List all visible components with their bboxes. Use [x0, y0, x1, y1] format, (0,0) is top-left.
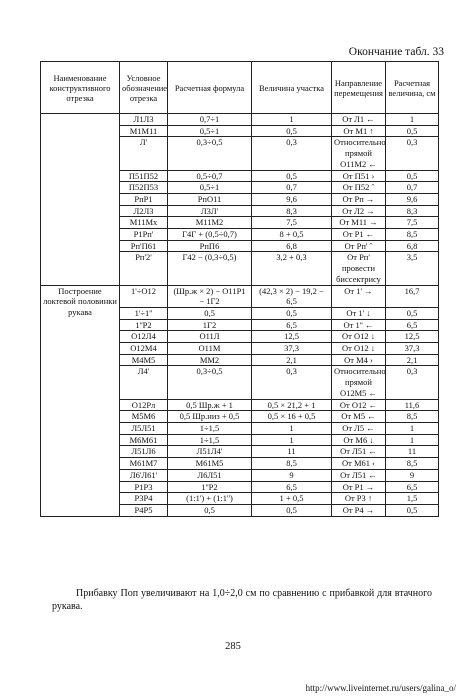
cell-formula: 0,5÷1 — [168, 125, 252, 137]
cell-result: 7,5 — [386, 217, 439, 229]
section-name — [41, 114, 120, 286]
cell-formula: Л51Л4' — [168, 446, 252, 458]
cell-result: 1 — [386, 114, 439, 126]
header-symbol: Условное обозначение отрезка — [120, 62, 168, 114]
cell-value: 1 — [252, 434, 332, 446]
cell-direction: От М11 → — [332, 217, 386, 229]
cell-formula: 1''Р2 — [168, 481, 252, 493]
cell-formula: (1:1') + (1:1'') — [168, 493, 252, 505]
cell-result: 9,6 — [386, 193, 439, 205]
cell-direction: От Р4 → — [332, 504, 386, 516]
cell-symbol: М5М6 — [120, 411, 168, 423]
header-direction: Направление перемещения — [332, 62, 386, 114]
cell-value: 8 + 0,5 — [252, 229, 332, 241]
cell-result: 8,3 — [386, 205, 439, 217]
cell-value: (42,3 × 2) − 19,2 − 6,5 — [252, 285, 332, 307]
cell-value: 0,3 — [252, 137, 332, 170]
cell-direction: От 1'' ← — [332, 319, 386, 331]
cell-formula: РпП6 — [168, 240, 252, 252]
header-value: Величина участка — [252, 62, 332, 114]
cell-value: 0,5 — [252, 125, 332, 137]
cell-result: 2,1 — [386, 354, 439, 366]
cell-formula: 0,5 Шр.низ + 0,5 — [168, 411, 252, 423]
cell-value: 1 — [252, 422, 332, 434]
cell-symbol: 1'÷1'' — [120, 307, 168, 319]
cell-value: 12,5 — [252, 331, 332, 343]
cell-formula: 1Г2 — [168, 319, 252, 331]
source-url: http://www.liveinternet.ru/users/galina_o/ — [305, 683, 456, 693]
cell-direction: От Р1 ← — [332, 229, 386, 241]
cell-result: 8,5 — [386, 411, 439, 423]
cell-direction: От М4 › — [332, 354, 386, 366]
cell-symbol: Л' — [120, 137, 168, 170]
cell-symbol: О12Рл — [120, 399, 168, 411]
cell-formula: 0,5÷1 — [168, 182, 252, 194]
cell-direction: От Л51 ← — [332, 469, 386, 481]
header-segment-name: Наименование конструктивного отрезка — [41, 62, 120, 114]
cell-value: 1 + 0,5 — [252, 493, 332, 505]
cell-result: 6,5 — [386, 319, 439, 331]
cell-symbol: Л6'Л61' — [120, 469, 168, 481]
cell-symbol: М6М61 — [120, 434, 168, 446]
cell-direction: От 1' ↓ — [332, 307, 386, 319]
cell-direction: От О12 ↓ — [332, 331, 386, 343]
cell-result: 37,3 — [386, 343, 439, 355]
cell-direction: От Л51 ← — [332, 446, 386, 458]
cell-formula: 0,5 Шр.ж + 1 — [168, 399, 252, 411]
cell-value: 0,5 × 16 + 0,5 — [252, 411, 332, 423]
cell-direction: От Рп' ˆ — [332, 240, 386, 252]
cell-result: 0,7 — [386, 182, 439, 194]
header-row — [41, 62, 439, 114]
cell-symbol: М1М11 — [120, 125, 168, 137]
cell-value: 11 — [252, 446, 332, 458]
cell-symbol: РпР1 — [120, 193, 168, 205]
cell-direction: От Л1 ← — [332, 114, 386, 126]
cell-result: 6,5 — [386, 481, 439, 493]
cell-value: 9,6 — [252, 193, 332, 205]
cell-result: 12,5 — [386, 331, 439, 343]
cell-direction: От Рп' провести биссектрису — [332, 252, 386, 285]
cell-symbol: Л4' — [120, 366, 168, 399]
cell-direction: Относительно прямой О12М5 ← — [332, 366, 386, 399]
cell-result: 0,3 — [386, 366, 439, 399]
cell-value: 3,2 + 0,3 — [252, 252, 332, 285]
cell-direction: От Р3 ↑ — [332, 493, 386, 505]
cell-value: 0,5 — [252, 307, 332, 319]
cell-value: 8,3 — [252, 205, 332, 217]
cell-value: 9 — [252, 469, 332, 481]
cell-result: 1 — [386, 434, 439, 446]
cell-symbol: Л5Л51 — [120, 422, 168, 434]
cell-symbol: М11Мх — [120, 217, 168, 229]
cell-symbol: П51П52 — [120, 170, 168, 182]
cell-direction: От 1' → — [332, 285, 386, 307]
cell-direction: Относительно прямой О11М2 ← — [332, 137, 386, 170]
cell-symbol: Р4Р5 — [120, 504, 168, 516]
cell-formula: 0,5 — [168, 504, 252, 516]
cell-direction: От Л2 → — [332, 205, 386, 217]
page-number: 285 — [225, 641, 241, 652]
cell-symbol: Р1Р3 — [120, 481, 168, 493]
cell-direction: От П51 › — [332, 170, 386, 182]
cell-formula: Л6Л51 — [168, 469, 252, 481]
cell-direction: От М1 ↑ — [332, 125, 386, 137]
cell-formula: Л3Л' — [168, 205, 252, 217]
cell-symbol: П52П53 — [120, 182, 168, 194]
cell-result: 1 — [386, 422, 439, 434]
header-result: Расчетная величина, см — [386, 62, 439, 114]
cell-formula: 0,7÷1 — [168, 114, 252, 126]
cell-direction: От М61 ‹ — [332, 458, 386, 470]
cell-direction: От О12 ← — [332, 399, 386, 411]
cell-value: 0,3 — [252, 366, 332, 399]
cell-formula: 0,5÷0,7 — [168, 170, 252, 182]
cell-result: 8,5 — [386, 229, 439, 241]
cell-direction: От Р1 → — [332, 481, 386, 493]
cell-value: 0,7 — [252, 182, 332, 194]
cell-formula: (Шр.ж × 2) − О11Р1 − 1Г2 — [168, 285, 252, 307]
cell-value: 0,5 — [252, 504, 332, 516]
header-formula: Расчетная формула — [168, 62, 252, 114]
cell-symbol: О12Л4 — [120, 331, 168, 343]
cell-result: 0,5 — [386, 125, 439, 137]
cell-formula: 0,5 — [168, 307, 252, 319]
cell-value: 6,5 — [252, 319, 332, 331]
calculation-table — [40, 61, 439, 517]
cell-formula: О11М — [168, 343, 252, 355]
cell-result: 0,5 — [386, 170, 439, 182]
cell-value: 6,8 — [252, 240, 332, 252]
cell-symbol: Рп'2' — [120, 252, 168, 285]
cell-symbol: Р3Р4 — [120, 493, 168, 505]
cell-result: 8,5 — [386, 458, 439, 470]
cell-formula: Г42 − (0,3÷0,5) — [168, 252, 252, 285]
cell-direction: От О12 ↓ — [332, 343, 386, 355]
table-row — [41, 285, 439, 307]
cell-formula: 0,3÷0,5 — [168, 137, 252, 170]
cell-formula: М11М2 — [168, 217, 252, 229]
cell-result: 11,6 — [386, 399, 439, 411]
cell-symbol: М4М5 — [120, 354, 168, 366]
cell-symbol: Л2Л3 — [120, 205, 168, 217]
cell-symbol: 1'÷О12 — [120, 285, 168, 307]
cell-value: 8,5 — [252, 458, 332, 470]
table-row — [41, 114, 439, 126]
cell-result: 3,5 — [386, 252, 439, 285]
cell-formula: 0,3÷0,5 — [168, 366, 252, 399]
cell-symbol: Л1Л3 — [120, 114, 168, 126]
cell-symbol: Р1Рп' — [120, 229, 168, 241]
cell-formula: 1÷1,5 — [168, 422, 252, 434]
cell-result: 1,5 — [386, 493, 439, 505]
cell-result: 9 — [386, 469, 439, 481]
cell-value: 6,5 — [252, 481, 332, 493]
cell-formula: 1÷1,5 — [168, 434, 252, 446]
section-name: Построение локтевой половинки рукава — [41, 285, 120, 516]
cell-value: 0,5 × 21,2 + 1 — [252, 399, 332, 411]
cell-direction: От М5 ← — [332, 411, 386, 423]
cell-symbol: О12М4 — [120, 343, 168, 355]
cell-direction: От Рп → — [332, 193, 386, 205]
cell-result: 11 — [386, 446, 439, 458]
cell-formula: Г4Г + (0,5÷0,7) — [168, 229, 252, 241]
cell-result: 16,7 — [386, 285, 439, 307]
cell-symbol: Л51Л6 — [120, 446, 168, 458]
cell-direction: От Л5 ← — [332, 422, 386, 434]
cell-formula: О11Л — [168, 331, 252, 343]
cell-value: 1 — [252, 114, 332, 126]
cell-result: 0,5 — [386, 307, 439, 319]
cell-formula: РпО11 — [168, 193, 252, 205]
cell-symbol: 1''Р2 — [120, 319, 168, 331]
cell-value: 0,5 — [252, 170, 332, 182]
footnote: Прибавку Поп увеличивают на 1,0÷2,0 см по сравнению с прибавкой для втачного рукава. — [52, 588, 432, 612]
cell-value: 2,1 — [252, 354, 332, 366]
table-caption: Окончание табл. 33 — [348, 46, 444, 58]
cell-formula: ММ2 — [168, 354, 252, 366]
cell-value: 7,5 — [252, 217, 332, 229]
cell-value: 37,3 — [252, 343, 332, 355]
cell-result: 6,8 — [386, 240, 439, 252]
cell-direction: От М6 ↓ — [332, 434, 386, 446]
cell-symbol: Рп'П61 — [120, 240, 168, 252]
cell-direction: От П52 ˆ — [332, 182, 386, 194]
cell-result: 0,5 — [386, 504, 439, 516]
cell-formula: М61М5 — [168, 458, 252, 470]
cell-result: 0,3 — [386, 137, 439, 170]
cell-symbol: М61М7 — [120, 458, 168, 470]
